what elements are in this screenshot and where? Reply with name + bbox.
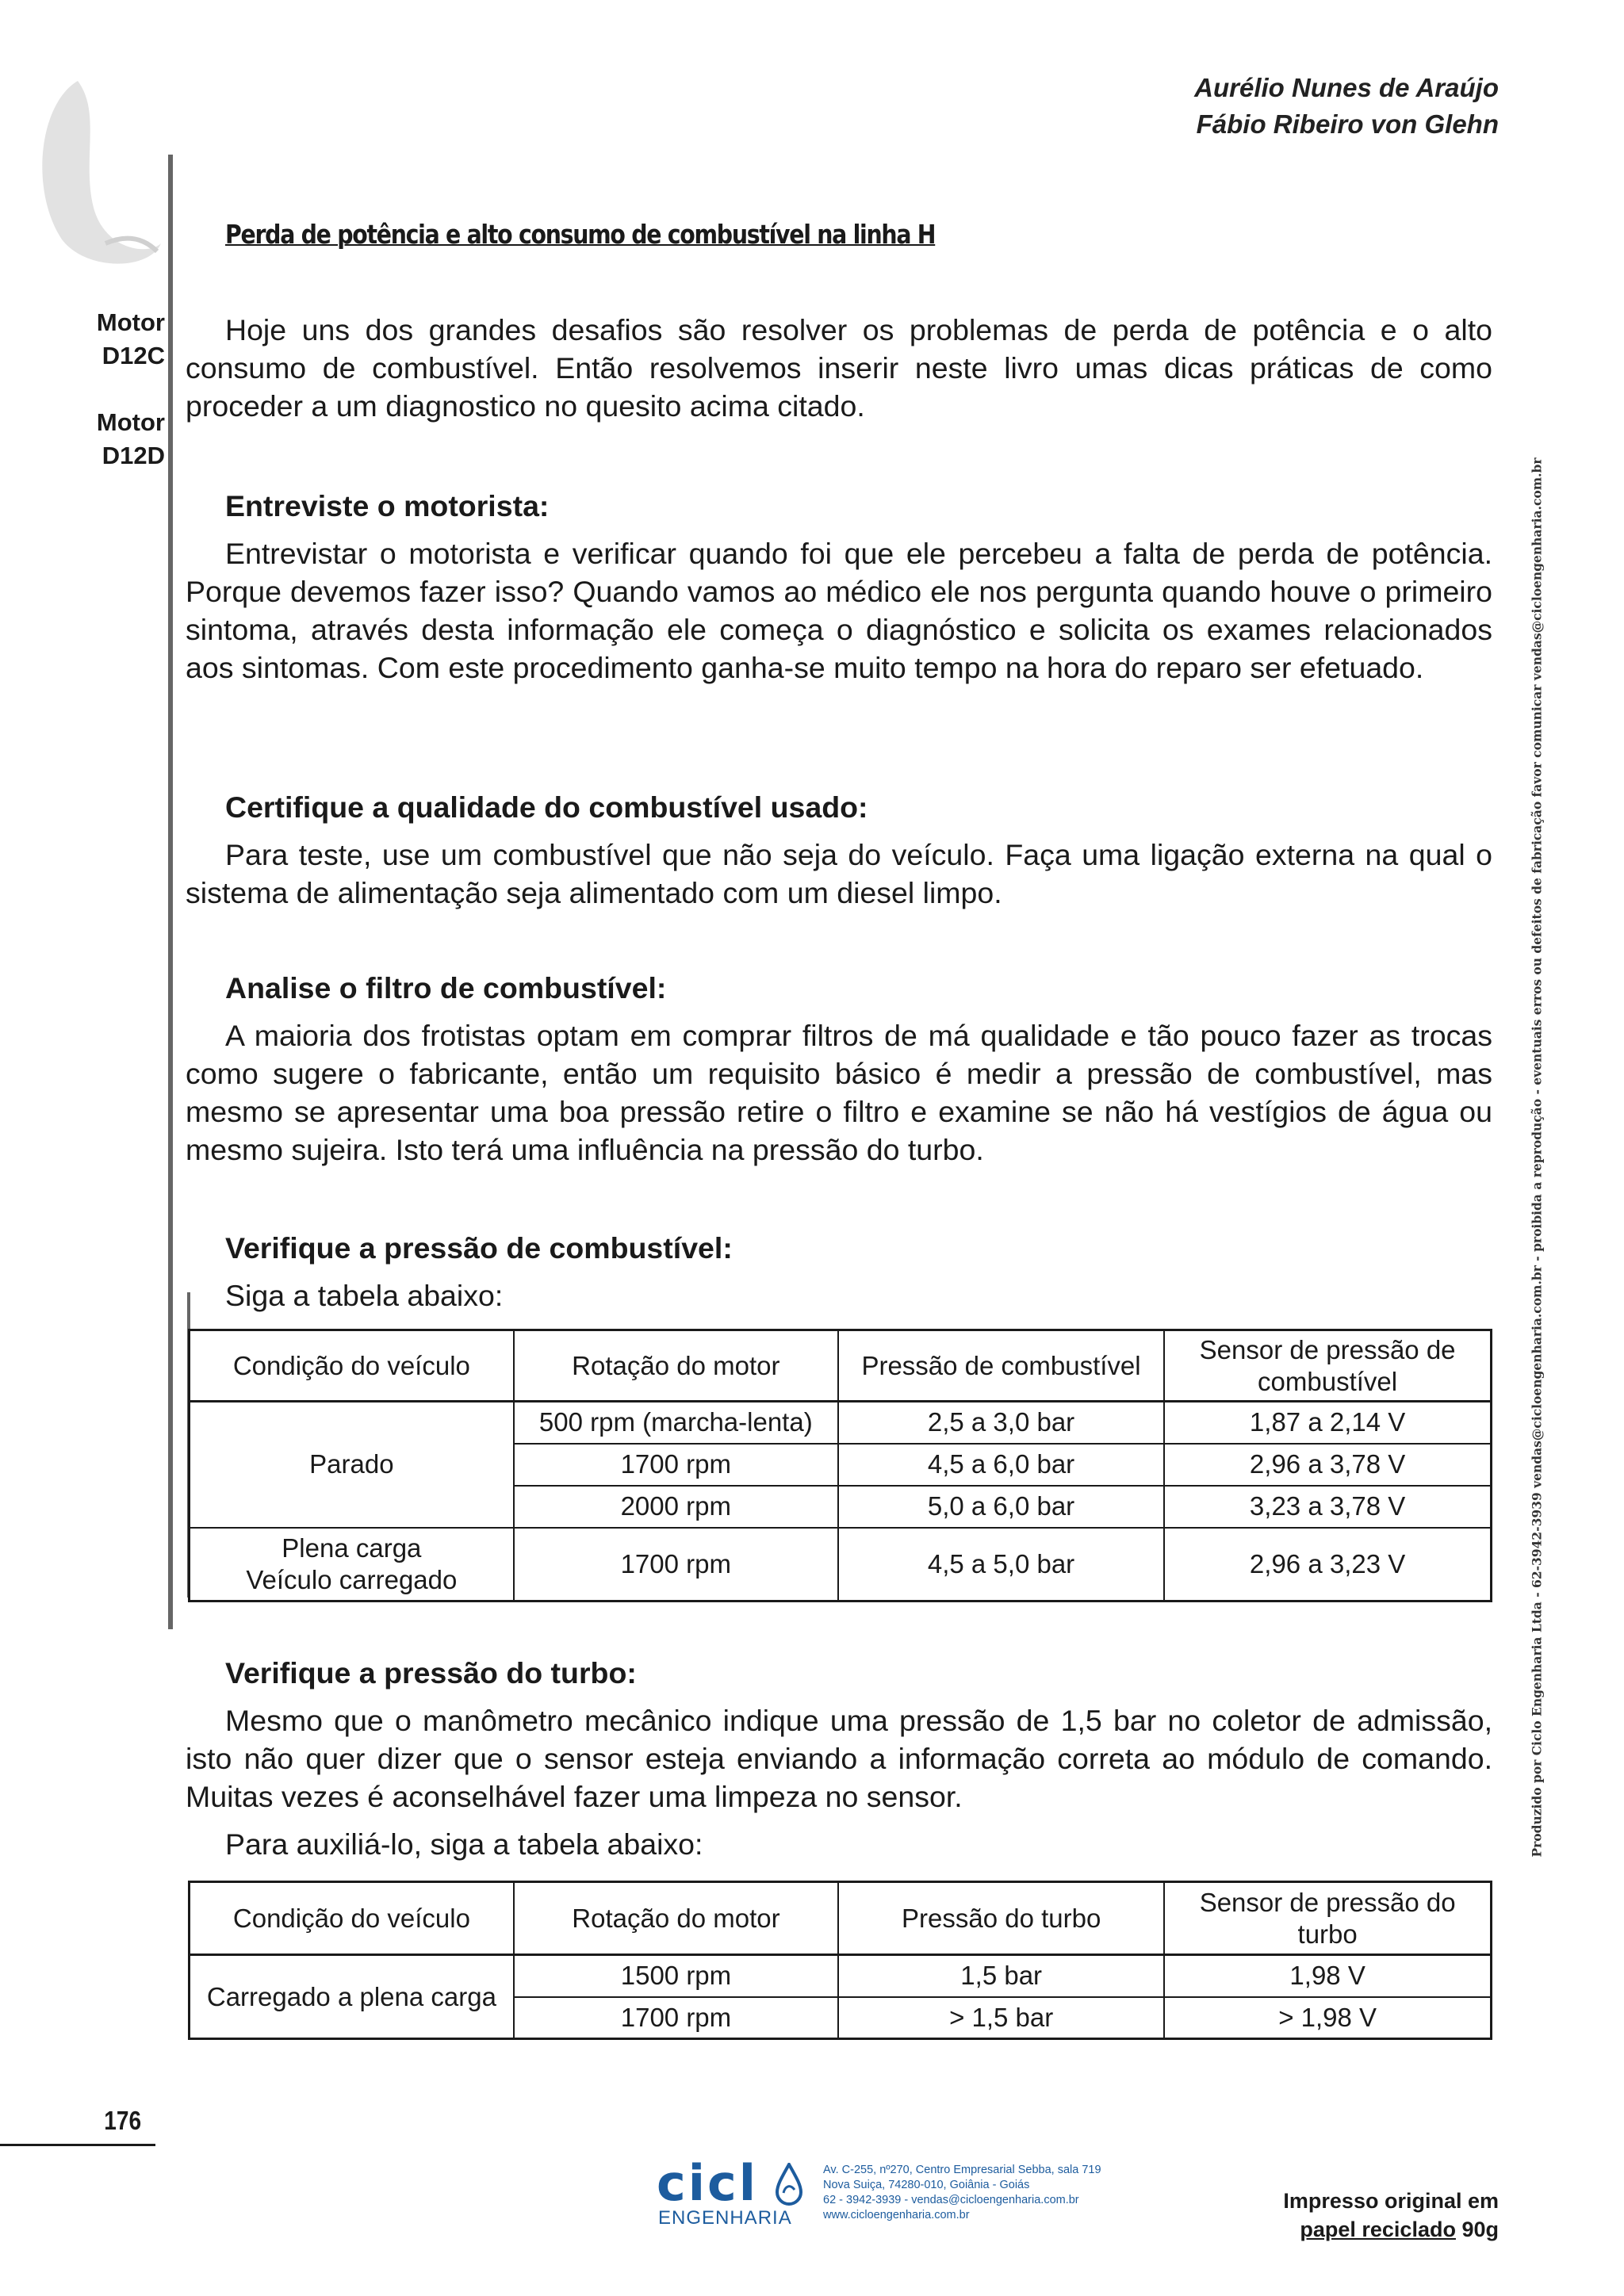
printed-note: Impresso original em papel reciclado 90g bbox=[1283, 2189, 1499, 2241]
column-header: Pressão de combustível bbox=[838, 1330, 1164, 1402]
table-cell: 1700 rpm bbox=[514, 1997, 838, 2039]
author-name: Fábio Ribeiro von Glehn bbox=[1196, 109, 1499, 139]
table-cell: 1,5 bar bbox=[838, 1955, 1164, 1997]
section-heading: Certifique a qualidade do combustível usado: bbox=[225, 790, 868, 824]
footer-logo bbox=[657, 2154, 1132, 2237]
section-paragraph: A maioria dos frotistas optam em comprar filtros de má qualidade e tão pouco fazer as trocas como sugere o fabricante, então um requisito básico é medir a pressão de combustível, mas mesmo se apresentar uma boa pressão retire o filtro e examine se não há vestígios de água ou mesmo sujeira. Isto terá uma influência na pressão do turbo. bbox=[186, 1019, 1492, 1166]
column-header: Pressão do turbo bbox=[838, 1882, 1164, 1955]
authors-block bbox=[1194, 70, 1499, 143]
column-header: Rotação do motor bbox=[514, 1882, 838, 1955]
page-title: Perda de potência e alto consumo de combustível na linha H bbox=[225, 219, 936, 250]
table-row bbox=[190, 1528, 1492, 1601]
table-cell: 1,87 a 2,14 V bbox=[1164, 1402, 1491, 1444]
fuel-pressure-table bbox=[188, 1329, 1492, 1602]
sidebar-motor-d12d: Motor D12D bbox=[96, 408, 165, 469]
table-cell: 2,96 a 3,23 V bbox=[1164, 1528, 1491, 1601]
table-cell: 2,96 a 3,78 V bbox=[1164, 1444, 1491, 1486]
table-cell: 1,98 V bbox=[1164, 1955, 1491, 1997]
recycled-paper-label: papel reciclado bbox=[1300, 2218, 1456, 2241]
table-cell: > 1,98 V bbox=[1164, 1997, 1491, 2039]
margin-rule bbox=[168, 155, 173, 1629]
paper-weight: 90g bbox=[1455, 2218, 1499, 2241]
column-header: Condição do veículo bbox=[190, 1330, 514, 1402]
logo-subtitle: ENGENHARIA bbox=[658, 2207, 792, 2229]
section-heading: Verifique a pressão do turbo: bbox=[225, 1656, 637, 1689]
decorative-logo-shape bbox=[30, 73, 165, 271]
intro-paragraph: Hoje uns dos grandes desafios são resolver os problemas de perda de potência e o alto consumo de combustível. Então resolvemos inserir neste livro umas dicas práticas de como proceder a um diagnostico no quesito acima citado. bbox=[186, 313, 1492, 423]
section-paragraph: Para teste, use um combustível que não seja do veículo. Faça uma ligação externa na qual o sistema de alimentação seja alimentado com um diesel limpo. bbox=[186, 838, 1492, 909]
section-heading: Analise o filtro de combustível: bbox=[225, 971, 667, 1004]
water-drop-icon bbox=[776, 2163, 802, 2206]
turbo-pressure-table bbox=[188, 1881, 1492, 2040]
table-cell-condition: Plena carga Veículo carregado bbox=[190, 1528, 514, 1601]
table-cell: 5,0 a 6,0 bar bbox=[838, 1486, 1164, 1528]
column-header: Sensor de pressão do turbo bbox=[1164, 1882, 1491, 1955]
logo-wordmark: cicl bbox=[657, 2154, 759, 2212]
section-heading: Verifique a pressão de combustível: bbox=[225, 1231, 733, 1265]
column-header: Condição do veículo bbox=[190, 1882, 514, 1955]
table-cell: 500 rpm (marcha-lenta) bbox=[514, 1402, 838, 1444]
table-cell: 1700 rpm bbox=[514, 1444, 838, 1486]
table-cell: 2000 rpm bbox=[514, 1486, 838, 1528]
section-paragraph: Mesmo que o manômetro mecânico indique uma pressão de 1,5 bar no coletor de admissão, isto não quer dizer que o sensor esteja enviando a informação correta ao módulo de comando. Muitas vezes é aconselhável fazer uma limpeza no sensor. bbox=[186, 1704, 1492, 1813]
table-cell: 3,23 a 3,78 V bbox=[1164, 1486, 1491, 1528]
table-intro: Para auxiliá-lo, siga a tabela abaixo: bbox=[225, 1827, 703, 1861]
watermark-text: Produzido por Ciclo Engenharia Ltda - 62-3942-3939 vendas@cicloengenharia.com.br - proibida a reprodução - eventuais erros ou defeitos de fabricação favor comunicar vendas@cicloengenharia.com.br bbox=[1529, 457, 1545, 1858]
table-intro: Siga a tabela abaixo: bbox=[225, 1279, 504, 1312]
table-cell-condition: Carregado a plena carga bbox=[190, 1955, 514, 2039]
table-header-row bbox=[190, 1882, 1492, 1955]
vertical-watermark bbox=[1521, 457, 1553, 1858]
table-cell: 1700 rpm bbox=[514, 1528, 838, 1601]
author-name: Aurélio Nunes de Araújo bbox=[1194, 73, 1499, 102]
table-cell: > 1,5 bar bbox=[838, 1997, 1164, 2039]
column-header: Rotação do motor bbox=[514, 1330, 838, 1402]
section-paragraph: Entrevistar o motorista e verificar quando foi que ele percebeu a falta de perda de potência. Porque devemos fazer isso? Quando vamos ao médico ele nos pergunta quando houve o primeiro sintoma, através desta informação ele começa o diagnóstico e solicita os exames relacionados aos sintomas. Com este procedimento ganha-se muito tempo na hora do reparo ser efetuado. bbox=[186, 537, 1492, 684]
table-row bbox=[190, 1402, 1492, 1444]
page-number: 176 bbox=[0, 2103, 155, 2146]
table-cell: 1500 rpm bbox=[514, 1955, 838, 1997]
table-row bbox=[190, 1955, 1492, 1997]
column-header: Sensor de pressão de combustível bbox=[1164, 1330, 1491, 1402]
company-address: Av. C-255, nº270, Centro Empresarial Sebba, sala 719 Nova Suiça, 74280-010, Goiânia - Goiás 62 - 3942-3939 - vendas@cicloengenharia.com.br www.cicloengenharia.com.br bbox=[823, 2164, 1101, 2221]
table-header-row bbox=[190, 1330, 1492, 1402]
sidebar-motor-d12c: Motor D12C bbox=[96, 308, 165, 369]
table-cell: 4,5 a 6,0 bar bbox=[838, 1444, 1164, 1486]
section-heading: Entreviste o motorista: bbox=[225, 489, 550, 522]
table-cell: 4,5 a 5,0 bar bbox=[838, 1528, 1164, 1601]
table-cell: 2,5 a 3,0 bar bbox=[838, 1402, 1164, 1444]
table-cell-condition: Parado bbox=[190, 1402, 514, 1528]
